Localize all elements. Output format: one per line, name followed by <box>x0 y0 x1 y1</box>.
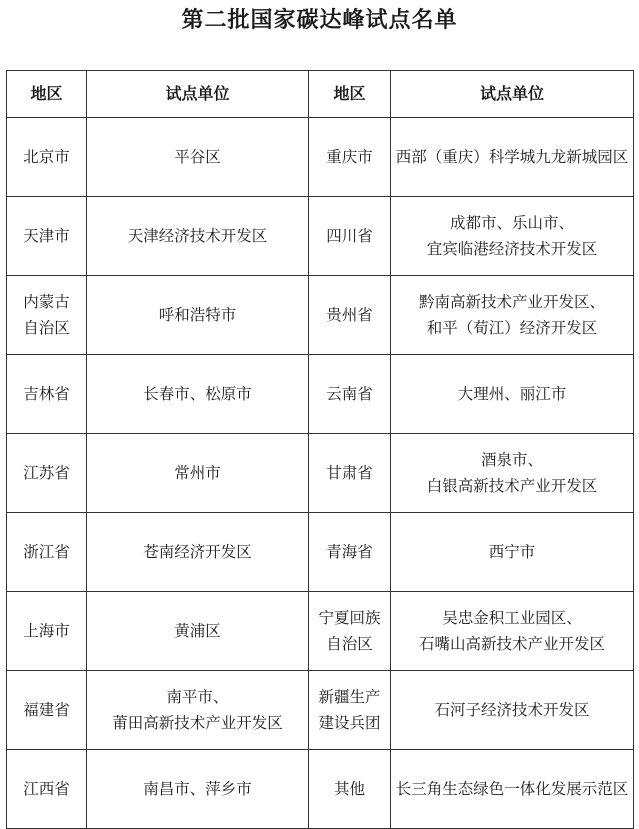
cell-text-line: 黄浦区 <box>174 622 221 640</box>
region-right-cell <box>309 118 391 197</box>
header-unit-left: 试点单位 <box>87 71 309 118</box>
pilot-unit-left-cell <box>87 750 309 829</box>
pilot-unit-right-cell <box>391 750 634 829</box>
pilot-unit-right-cell <box>391 197 634 276</box>
region-left-cell <box>7 671 87 750</box>
table-row <box>7 750 634 829</box>
cell-text-line: 西部（重庆）科学城九龙新城园区 <box>395 148 629 166</box>
pilot-unit-right-cell <box>391 118 634 197</box>
cell-text-line: 重庆市 <box>326 148 373 166</box>
table-row <box>7 197 634 276</box>
cell-text-line: 南昌市、萍乡市 <box>143 780 252 798</box>
cell-text-line: 内蒙古 <box>23 293 70 311</box>
cell-text-line: 甘肃省 <box>326 464 373 482</box>
cell-text-line: 自治区 <box>326 635 373 653</box>
cell-text-line: 白银高新技术产业开发区 <box>426 477 598 495</box>
pilot-unit-left-cell <box>87 434 309 513</box>
table-row <box>7 118 634 197</box>
cell-text-line: 成都市、乐山市、 <box>449 214 574 232</box>
table-row <box>7 276 634 355</box>
region-right-cell <box>309 671 391 750</box>
pilot-unit-left-cell <box>87 592 309 671</box>
pilot-unit-left-cell <box>87 355 309 434</box>
region-right-cell <box>309 355 391 434</box>
cell-text-line: 大理州、丽江市 <box>457 385 567 403</box>
header-region-right: 地区 <box>309 71 391 118</box>
pilot-unit-left-cell <box>87 671 309 750</box>
cell-text-line: 云南省 <box>326 385 373 403</box>
table-row <box>7 434 634 513</box>
cell-text-line: 吴忠金积工业园区、 <box>442 609 582 627</box>
cell-text-line: 石河子经济技术开发区 <box>434 701 590 719</box>
cell-text-line: 苍南经济开发区 <box>143 543 252 561</box>
region-left-cell <box>7 118 87 197</box>
cell-text-line: 上海市 <box>23 622 70 640</box>
table-row <box>7 592 634 671</box>
cell-text-line: 四川省 <box>326 227 373 245</box>
cell-text-line: 江西省 <box>23 780 70 798</box>
region-left-cell <box>7 355 87 434</box>
pilot-unit-left-cell <box>87 118 309 197</box>
table-header-row <box>7 71 634 118</box>
cell-text-line: 和平（荀江）经济开发区 <box>426 319 598 337</box>
pilot-unit-right-cell <box>391 671 634 750</box>
cell-text-line: 宁夏回族 <box>318 609 381 627</box>
region-left-cell <box>7 750 87 829</box>
pilot-unit-left-cell <box>87 513 309 592</box>
region-left-cell <box>7 434 87 513</box>
pilot-unit-left-cell <box>87 276 309 355</box>
cell-text-line: 天津市 <box>23 227 70 245</box>
table-row <box>7 355 634 434</box>
cell-text-line: 建设兵团 <box>318 714 381 732</box>
region-left-cell <box>7 513 87 592</box>
table-row <box>7 671 634 750</box>
table-body <box>7 118 634 829</box>
cell-text-line: 酒泉市、 <box>480 451 543 469</box>
cell-text-line: 其他 <box>333 780 365 798</box>
cell-text-line: 浙江省 <box>23 543 70 561</box>
cell-text-line: 江苏省 <box>23 464 70 482</box>
region-right-cell <box>309 750 391 829</box>
cell-text-line: 北京市 <box>23 148 70 166</box>
cell-text-line: 新疆生产 <box>318 688 381 706</box>
pilot-unit-right-cell <box>391 592 634 671</box>
pilot-unit-right-cell <box>391 276 634 355</box>
pilot-unit-left-cell <box>87 197 309 276</box>
table-row <box>7 513 634 592</box>
region-left-cell <box>7 197 87 276</box>
cell-text-line: 石嘴山高新技术产业开发区 <box>418 635 605 653</box>
cell-text-line: 西宁市 <box>488 543 536 561</box>
region-left-cell <box>7 276 87 355</box>
region-right-cell <box>309 197 391 276</box>
header-unit-right: 试点单位 <box>391 71 634 118</box>
region-right-cell <box>309 513 391 592</box>
cell-text-line: 南平市、 <box>166 688 229 706</box>
cell-text-line: 福建省 <box>23 701 70 719</box>
region-right-cell <box>309 276 391 355</box>
cell-text-line: 贵州省 <box>326 306 373 324</box>
header-region-left: 地区 <box>7 71 87 118</box>
region-left-cell <box>7 592 87 671</box>
pilot-list-table <box>6 70 634 829</box>
cell-text-line: 青海省 <box>326 543 373 561</box>
cell-text-line: 宜宾临港经济技术开发区 <box>426 240 598 258</box>
pilot-unit-right-cell <box>391 434 634 513</box>
region-right-cell <box>309 592 391 671</box>
pilot-unit-right-cell <box>391 355 634 434</box>
cell-text-line: 常州市 <box>174 464 221 482</box>
cell-text-line: 吉林省 <box>23 385 70 403</box>
page-title: 第二批国家碳达峰试点名单 <box>181 8 458 33</box>
cell-text-line: 长春市、松原市 <box>143 385 252 403</box>
cell-text-line: 长三角生态绿色一体化发展示范区 <box>395 780 629 798</box>
pilot-unit-right-cell <box>391 513 634 592</box>
cell-text-line: 自治区 <box>23 319 70 337</box>
cell-text-line: 呼和浩特市 <box>158 306 237 324</box>
cell-text-line: 天津经济技术开发区 <box>127 227 268 245</box>
cell-text-line: 莆田高新技术产业开发区 <box>112 714 283 732</box>
region-right-cell <box>309 434 391 513</box>
cell-text-line: 平谷区 <box>174 148 221 166</box>
cell-text-line: 黔南高新技术产业开发区、 <box>418 293 605 311</box>
